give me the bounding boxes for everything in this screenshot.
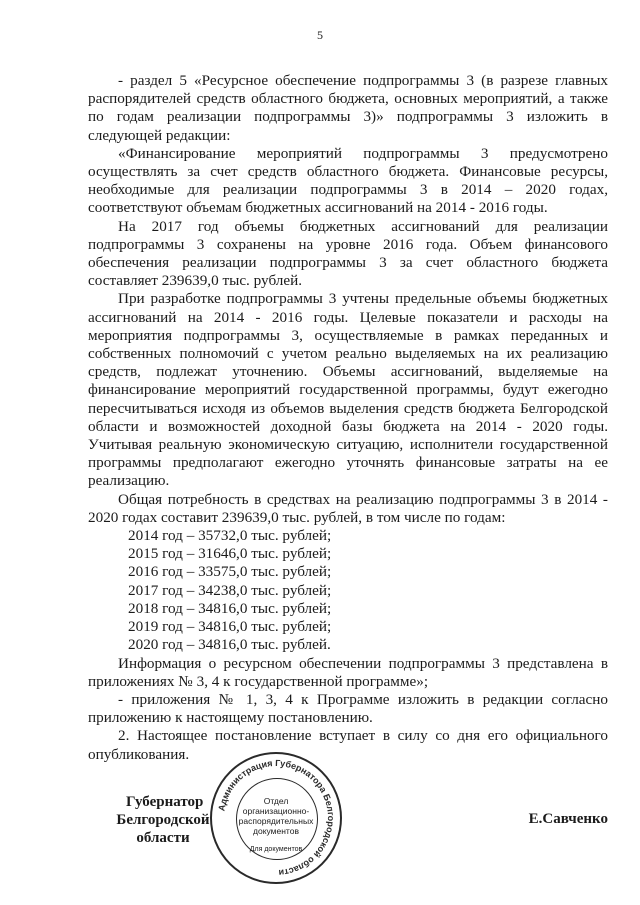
- list-item: 2017 год – 34238,0 тыс. рублей;: [128, 581, 332, 599]
- paragraph-effective: 2. Настоящее постановление вступает в силу со дня его официального опубликования.: [88, 727, 608, 763]
- signatory-title-line2: Белгородской области: [116, 812, 210, 846]
- signatory-title-line1: Губернатор: [126, 794, 204, 810]
- page-number: 5: [317, 28, 323, 42]
- stamp-ring-text: Администрация Губернатора Белгородской области: [216, 757, 337, 878]
- stamp-seal: [210, 752, 342, 884]
- paragraph-financing: «Финансирование мероприятий подпрограммы 3 предусмотрено осуществлять за счет средств областного бюджета. Финансовые ресурсы, необходимые для реализации подпрограммы 3 в 2014 – 2020 годах, соответствуют объемам бюджетных ассигнований на 2014 - 2016 годы.: [88, 144, 608, 217]
- paragraph-section-5: - раздел 5 «Ресурсное обеспечение подпрограммы 3 (в разрезе главных распорядителей средств областного бюджета, основных мероприятий, а также по годам реализации подпрограммы 3)» подпрограммы 3 изложить в следующей редакции:: [88, 72, 608, 144]
- signature-block: [88, 793, 608, 853]
- paragraph-appendices: - приложения № 1, 3, 4 к Программе изложить в редакции согласно приложению к настоящему постановлению.: [88, 690, 608, 727]
- list-item: 2016 год – 33575,0 тыс. рублей;: [128, 563, 332, 581]
- paragraph-information: Информация о ресурсном обеспечении подпрограммы 3 представлена в приложениях № 3, 4 к государственной программе»;: [88, 654, 608, 690]
- stamp-inner-text: Отдел организационно-распорядительных документов: [238, 796, 314, 836]
- list-item: 2020 год – 34816,0 тыс. рублей.: [128, 636, 331, 654]
- list-item: 2018 год – 34816,0 тыс. рублей;: [128, 599, 332, 617]
- list-item: 2019 год – 34816,0 тыс. рублей;: [128, 618, 332, 636]
- stamp-bottom-text: Для документов: [249, 846, 303, 853]
- paragraph-development: При разработке подпрограммы 3 учтены предельные объемы бюджетных ассигнований на 2014 - 2016 годы. Целевые показатели и расходы на мероприятия подпрограммы 3, осуществляемые в рамках переданных и собственных полномочий с учетом реально выделяемых на их реализацию средств, подлежат уточнению. Объемы ассигнований, выделяемые на финансирование мероприятий государственной программы, будут ежегодно пересчитываться исходя из объемов выделения средств бюджета Белгородской области и возможностей доходной базы бюджета на 2014 - 2020 годы. Учитывая реальную экономическую ситуацию, исполнители государственной программы предполагают ежегодно уточнять финансовые затраты на ее реализацию.: [88, 290, 608, 490]
- list-item: 2015 год – 31646,0 тыс. рублей;: [128, 545, 332, 563]
- document-body: [88, 72, 608, 764]
- paragraph-total-need: Общая потребность в средствах на реализацию подпрограммы 3 в 2014 - 2020 годах составит 239639,0 тыс. рублей, в том числе по годам:: [88, 490, 608, 526]
- signatory-name: Е.Савченко: [528, 811, 608, 827]
- list-item: 2014 год – 35732,0 тыс. рублей;: [128, 527, 332, 545]
- years-list: [88, 527, 608, 654]
- paragraph-2017: На 2017 год объемы бюджетных ассигнований для реализации подпрограммы 3 сохранены на уровне 2016 года. Объем финансового обеспечения реализации подпрограммы 3 за счет областного бюджета составляет 239639,0 тыс. рублей.: [88, 217, 608, 290]
